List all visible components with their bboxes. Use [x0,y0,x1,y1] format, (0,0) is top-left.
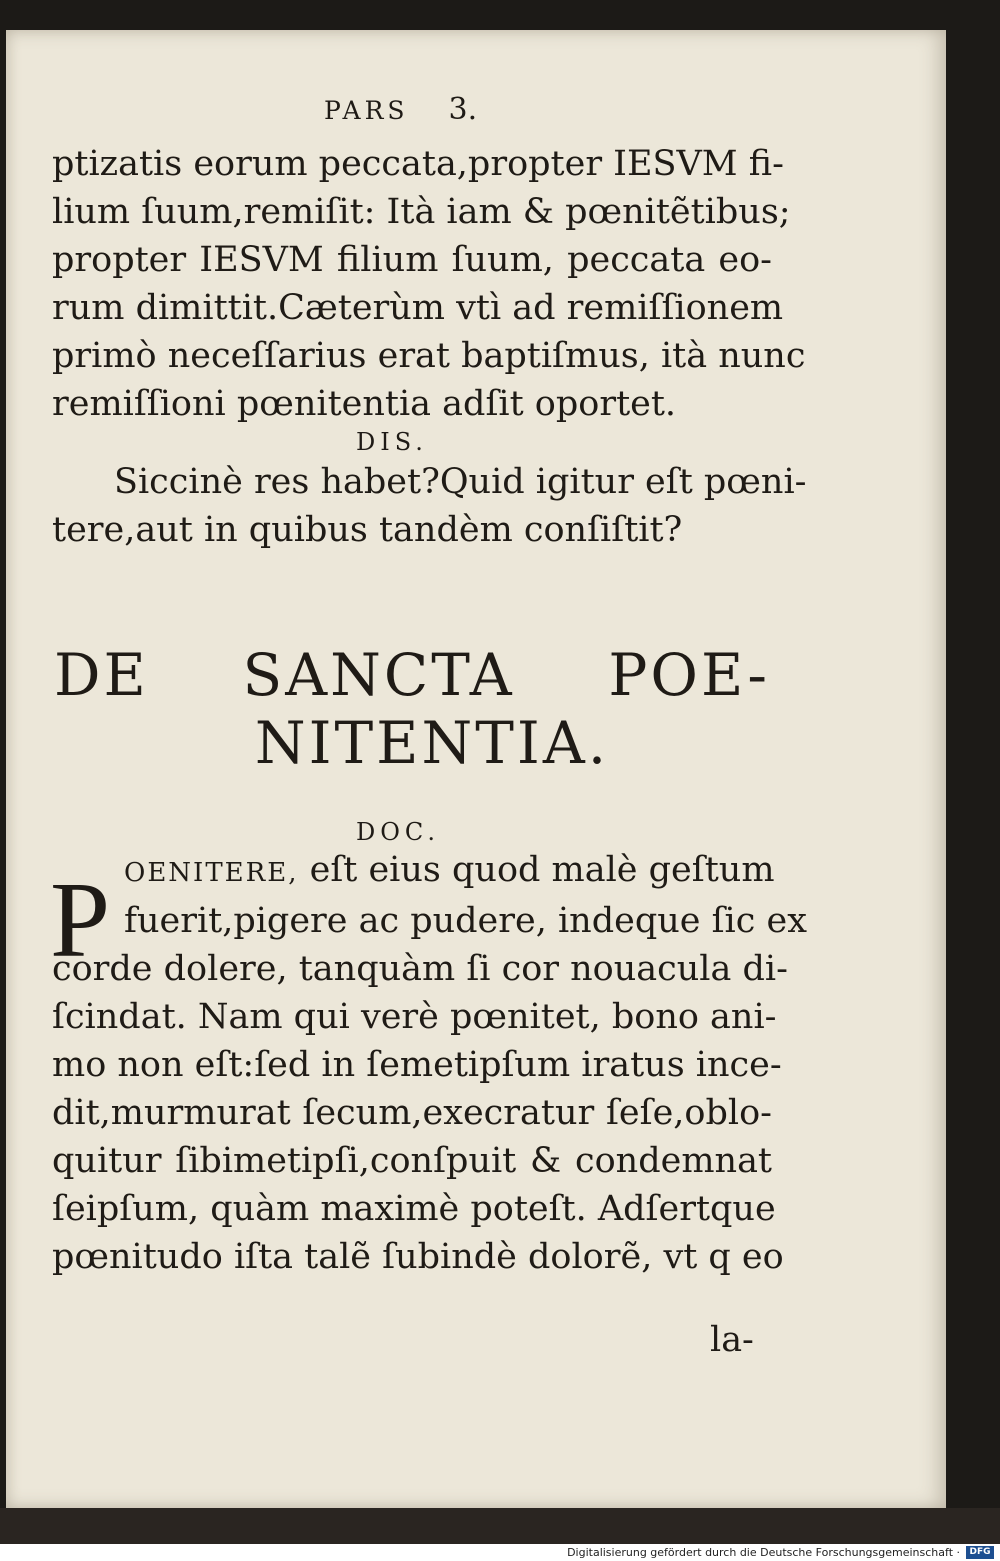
dfg-logo-icon: DFG [966,1546,994,1559]
text-line: fuerit,pigere ac pudere, indeque ſic ex [124,901,807,941]
passage-3 [52,846,807,1281]
text-line: mo non eſt:ſed in ſemetipſum iratus ince- [52,1045,782,1085]
text-line: lium ſuum,remiſit: Ità iam & pœnitẽtibus; [52,192,791,232]
section-heading-line-1: DE SANCTA POE- [54,641,770,709]
text-line: ptizatis eorum peccata,propter IESVM fi- [52,144,784,184]
text-line: Siccinè res habet?Quid igitur eſt pœni- [114,462,807,502]
text-line: propter IESVM filium ſuum, peccata eo- [52,240,772,280]
footer-credit: Digitalisierung gefördert durch die Deutsche Forschungsgemeinschaft · [567,1546,960,1559]
catchword: la- [710,1320,754,1360]
running-head [324,92,477,127]
book-page [6,30,946,1508]
speaker-dis: DIS. [356,428,428,456]
text-line: corde dolere, tanquàm ſi cor nouacula di- [52,949,788,989]
text-line: tere,aut in quibus tandèm conſiſtit? [52,510,683,550]
text-line: primò neceſſarius erat baptiſmus, ità nunc [52,336,806,376]
speaker-doc: DOC. [356,818,441,846]
text-line: ſcindat. Nam qui verè pœnitet, bono ani- [52,997,777,1037]
smallcaps-word: OENITERE, [124,858,299,888]
text-line [52,846,775,897]
passage-2 [52,458,807,554]
text-line: ſeipſum, quàm maximè poteſt. Adſertque [52,1189,776,1229]
section-heading-line-2: NITENTIA. [254,709,610,777]
drop-capital: P [50,861,111,980]
text-line: remiſſioni pœnitentia adſit oportet. [52,384,677,424]
passage-1 [52,140,806,428]
page-number: 3. [448,92,478,127]
text-line: dit,murmurat ſecum,execratur ſeſe,oblo- [52,1093,772,1133]
first-line-rest: eſt eius quod malè geſtum [309,850,775,890]
running-head-label: PARS [324,96,409,125]
footer-bar [0,1544,1000,1561]
text-line: rum dimittit.Cæterùm vtì ad remiſſionem [52,288,784,328]
text-line: pœnitudo iſta talẽ ſubindè dolorẽ, vt q eo [52,1237,784,1277]
text-line: quitur ſibimetipſi,conſpuit & condemnat [52,1141,772,1181]
book-edge [0,1508,1000,1544]
